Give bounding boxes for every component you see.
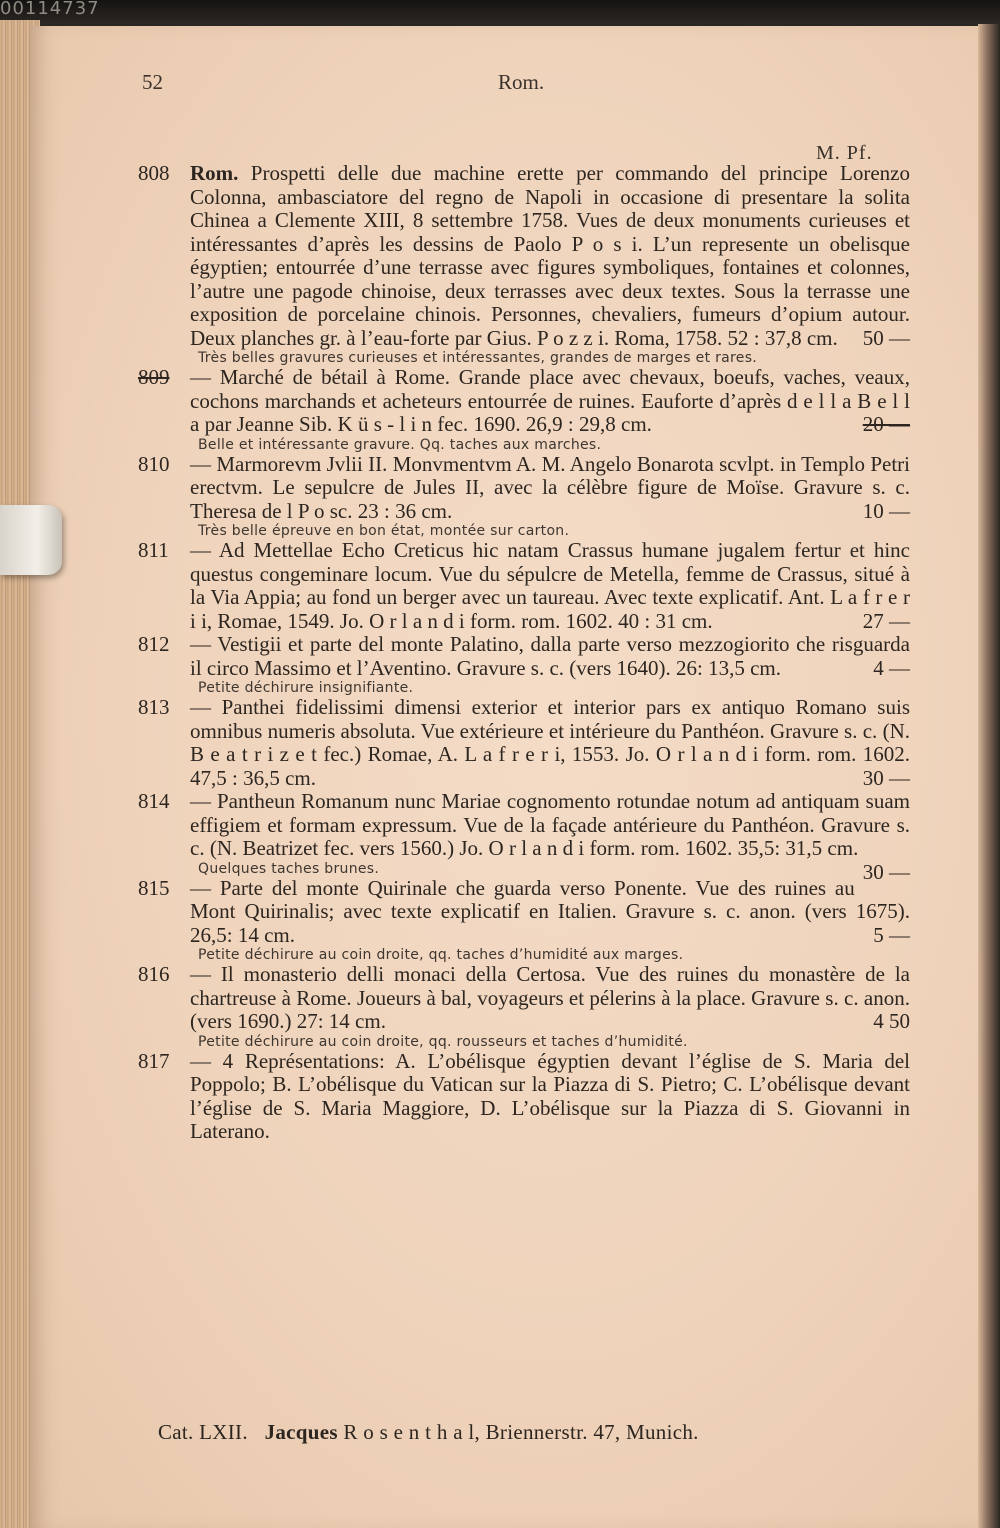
entry-number: 811 (138, 538, 169, 562)
footer-address: Briennerstr. 47, Munich. (485, 1420, 699, 1444)
scan-top-border (0, 0, 1000, 24)
entry-price: 30 — (862, 859, 910, 884)
entry-description: — Il monasterio delli monaci della Certosa. Vue des ruines du monastère de la chartreuse à Rome. Joueurs à bal, voyageurs et pélerins à la place. Gravure s. c. anon. (vers 1690.) 27: 14 cm. (190, 962, 910, 1033)
entry-number: 816 (138, 962, 170, 986)
entry-note: Quelques taches brunes. (198, 860, 380, 877)
page-content (30, 26, 978, 1528)
entry-description: — Pantheun Romanum nunc Mariae cognomento rotundae notum ad antiquam suam effigiem et formam expressum. Vue de la façade antérieure du Panthéon. Gravure s. c. (N. Beatrizet fec. vers 1560.) Jo. O r l a n d i form. rom. 1602. 35,5: 31,5 cm. (190, 789, 910, 860)
entry-price: 27 — (862, 608, 910, 633)
entry-number: 813 (138, 695, 170, 719)
catalog-entry (138, 696, 910, 790)
entry-text-block (138, 453, 910, 524)
catalog-entry (138, 453, 910, 540)
footer-publisher-first: Jacques (264, 1420, 338, 1444)
entry-note: Très belles gravures curieuses et intéressantes, grandes de marges et rares. (198, 350, 758, 366)
entry-description: — 4 Représentations: A. L’obélisque égyptien devant l’église de S. Maria del Poppolo; B. L’obélisque du Vatican sur la Piazza di S. Pietro; C. L’obélisque devant l’église de S. Maria Maggiore, D. L’obélisque sur la Piazza di S. Giovanni in Laterano. (190, 1048, 910, 1143)
running-title: Rom. (498, 70, 545, 94)
entry-description: — Marmorevm Jvlii II. Monvmentvm A. M. Angelo Bonarota scvlpt. in Templo Petri erectvm. Le sepulcre de Jules II, avec la célèbre figure de Moïse. Gravure s. c. Theresa de l P o sc. 23 : 36 cm. (190, 451, 910, 523)
currency-column-head: M. Pf. (816, 142, 873, 164)
entry-price: 50 — (862, 325, 910, 350)
entry-number: 814 (138, 789, 170, 813)
entry-description: — Ad Mettellae Echo Creticus hic natam Crassus humane jugalem fertur et hinc questus congeminare locum. Vue du sépulcre de Metella, femme de Crassus, situé à la Via Appia; au fond un berger avec un taureau. Avec texte explicatif. Ant. L a f r e r i i, Romae, 1549. Jo. O r l a n d i form. rom. 1602. 40 : 31 cm. (190, 538, 910, 633)
entry-text-block (138, 633, 910, 680)
catalog-entry (138, 963, 910, 1050)
entry-description: — Panthei fidelissimi dimensi exterior et interior pars ex antiquo Romano suis omnibus numeris absoluta. Vue extérieure et intérieure du Panthéon. Gravure s. c. (N. B e a t r i z e t fec.) Romae, A. L a f r e r i, 1553. Jo. O r l a n d i form. rom. 1602. 47,5 : 36,5 cm. (190, 695, 910, 790)
entry-price: 4 — (873, 655, 910, 680)
catalog-entry (138, 877, 910, 964)
page-number: 52 (142, 70, 163, 94)
entry-price: 4 50 (873, 1009, 910, 1033)
catalog-entry (138, 539, 910, 633)
entry-note: Très belle épreuve en bon état, montée sur carton. (198, 523, 570, 539)
entry-description: — Marché de bétail à Rome. Grande place avec chevaux, boeufs, vaches, veaux, cochons marchands et acheteurs entourrée de ruines. Eauforte d’après d e l l a B e l l a par Jeanne Sib. K ü s - l i n fec. 1690. 26,9 : 29,8 cm. (190, 365, 910, 436)
page-footer (158, 1420, 699, 1445)
catalog-entry (138, 633, 910, 696)
catalog-entry (138, 366, 910, 453)
entry-price: 10 — (862, 498, 910, 523)
entry-text-block (138, 162, 910, 350)
book-right-edge (978, 24, 1000, 1528)
entry-text-block (138, 963, 910, 1034)
catalog-entry (138, 789, 910, 884)
entry-description: — Vestigii et parte del monte Palatino, dalla parte verso mezzogiorito che risguarda il circo Massimo et l’Aventino. Gravure s. c. (vers 1640). 26: 13,5 cm. (190, 632, 910, 680)
entry-number: 810 (138, 451, 170, 476)
entry-lead: Rom. (190, 161, 239, 185)
catalog-page (30, 26, 978, 1528)
entry-note: Petite déchirure insignifiante. (198, 680, 414, 696)
entry-description: Prospetti delle due machine erette per commando del principe Lorenzo Colonna, ambasciatore del regno de Napoli in occasione di presentare la solita Chinea a Clemente XIII, 8 settembre 1758. Vues de deux monuments curieuses et intéressantes d’après les dessins de Paolo P o s i. L’un represente un obelisque égyptien; entourrée d’une terrasse avec figures symboliques, fontaines et colonnes, l’autre une pagode chinoise, deux terrasses avec deux textes. Sous la terrasse une exposition de porcelaine chinois. Personnes, chevaliers, fumeurs d’opium autour. Deux planches gr. à l’eau-forte par Gius. P o z z i. Roma, 1758. 52 : 37,8 cm. (190, 161, 911, 350)
entry-text-block (138, 1050, 910, 1144)
entry-price: 5 — (873, 922, 910, 947)
entry-number: 817 (138, 1048, 170, 1073)
entry-text-block (138, 539, 910, 633)
footer-catalog: Cat. LXII. (158, 1420, 248, 1444)
entry-number: 812 (138, 632, 170, 656)
entry-text-block (138, 366, 910, 437)
entry-number: 815 (138, 875, 170, 900)
catalog-entry (138, 1050, 910, 1144)
entry-number: 808 (138, 161, 170, 185)
footer-publisher-last: R o s e n t h a l, (343, 1420, 481, 1444)
entry-description: — Parte del monte Quirinale che guarda verso Ponente. Vue des ruines au Mont Quirinalis; avec texte explicatif en Italien. Gravure s. c. anon. (vers 1675). 26,5: 14 cm. (190, 875, 910, 947)
catalog-entry (138, 162, 910, 366)
entry-price: 20 — (862, 412, 910, 436)
entry-note: Belle et intéressante gravure. Qq. taches aux marches. (198, 436, 602, 453)
scan-corner-label: 00114737 (0, 0, 100, 19)
entry-number: 809 (138, 365, 170, 389)
entry-price: 30 — (862, 765, 910, 790)
entries-list (138, 162, 910, 1144)
entry-note: Petite déchirure au coin droite, qq. rousseurs et taches d’humidité. (198, 1033, 688, 1050)
entry-text-block (138, 877, 910, 948)
entry-note: Petite déchirure au coin droite, qq. taches d’humidité aux marges. (198, 947, 684, 963)
binder-clip (0, 505, 62, 575)
entry-text-block (138, 696, 910, 790)
